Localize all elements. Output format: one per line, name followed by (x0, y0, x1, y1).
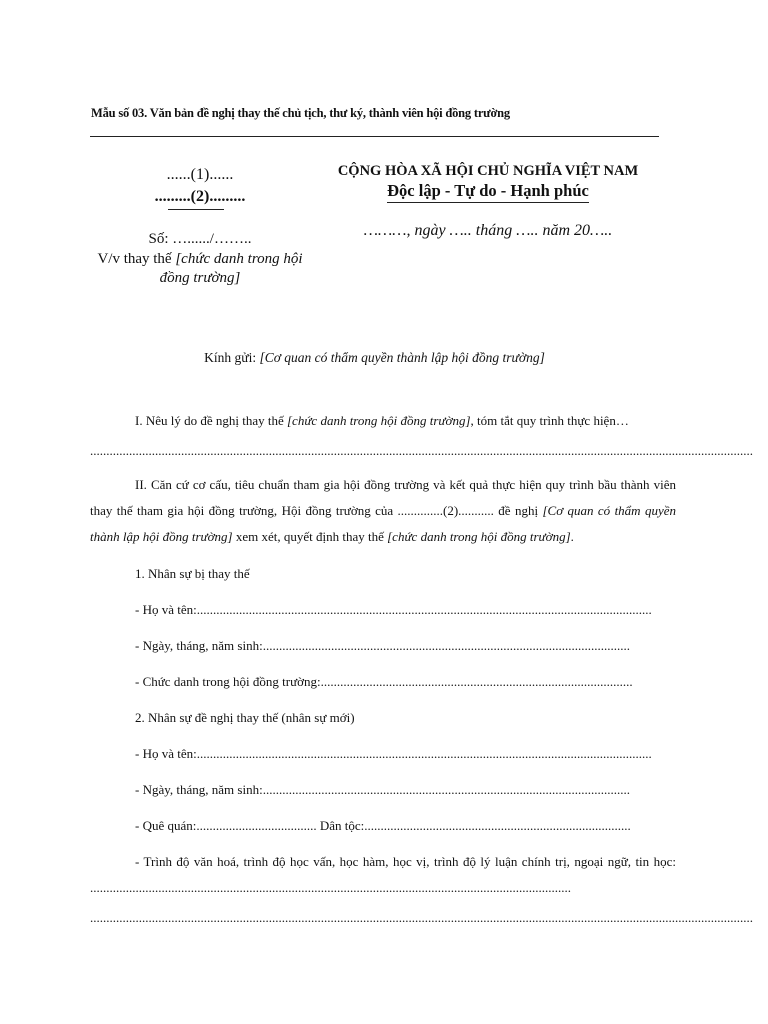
replaced-dob-field: - Ngày, tháng, năm sinh:................................................................................................................. (135, 638, 630, 653)
document-subject (90, 250, 310, 288)
proposed-heading: 2. Nhân sự đề nghị thay thế (nhân sự mới) (135, 710, 355, 725)
section-1-suffix: , tóm tắt quy trình thực hiện… (470, 413, 629, 428)
replaced-name-field: - Họ và tên:............................................................................................................................................ (135, 602, 652, 617)
section-1-placeholder: [chức danh trong hội đồng trường] (287, 413, 471, 428)
proposed-hometown-field: - Quê quán:..................................... Dân tộc:.................................................................................. (135, 818, 631, 833)
section-2-paragraph (90, 472, 676, 550)
section-2-part-2: xem xét, quyết định thay thế (232, 529, 388, 544)
date-line: ………, ngày ….. tháng ….. năm 20….. (363, 222, 613, 239)
agency-line-2: .........(2)......... (154, 188, 246, 205)
section-2-italic-2: [chức danh trong hội đồng trường] (387, 529, 571, 544)
subject-placeholder: [chức danh trong hội đồng trường] (159, 251, 303, 286)
section-1-text (135, 413, 675, 429)
form-title: Mẫu số 03. Văn bản đề nghị thay thế chủ tịch, thư ký, thành viên hội đồng trường (91, 106, 510, 120)
agency-divider (168, 209, 224, 210)
national-motto: Độc lập - Tự do - Hạnh phúc (387, 181, 589, 203)
section-2-italic-1: [Cơ quan có thẩm quyền thành lập hội đồng trường] (90, 503, 676, 544)
title-divider (90, 136, 659, 137)
section-2-part-1: II. Căn cứ cơ cấu, tiêu chuẩn tham gia hội đồng trường và kết quả thực hiện quy trình bầu thành viên thay thế tham gia hội đồng trường, Hội đồng trường của ..............(2)........... đề nghị (90, 477, 676, 518)
recipient-line (90, 350, 659, 366)
motto-wrapper (318, 181, 658, 203)
agency-line-1: ......(1)...... (166, 166, 234, 183)
recipient-value: [Cơ quan có thẩm quyền thành lập hội đồng trường] (259, 350, 545, 365)
subject-prefix: V/v thay thế (97, 251, 176, 267)
section-1-dots: ............................................................................................................................................................................................................ (90, 443, 753, 458)
proposed-dob-field: - Ngày, tháng, năm sinh:................................................................................................................. (135, 782, 630, 797)
recipient-label: Kính gửi: (204, 350, 260, 365)
document-number: Số: …....../…….. (148, 231, 252, 247)
section-2-part-3: . (570, 529, 574, 544)
section-1-prefix: I. Nêu lý do đề nghị thay thế (135, 413, 287, 428)
proposed-education-field: - Trình độ văn hoá, trình độ học vấn, học hàm, học vị, trình độ lý luận chính trị, ngoại ngữ, tin học: .................................................................................................................................................... (90, 854, 676, 895)
national-title: CỘNG HÒA XÃ HỘI CHỦ NGHĨA VIỆT NAM (337, 163, 639, 179)
replaced-heading: 1. Nhân sự bị thay thế (135, 566, 250, 581)
replaced-position-field: - Chức danh trong hội đồng trường:................................................................................................ (135, 674, 633, 689)
proposed-dots-line: ............................................................................................................................................................................................................ (90, 910, 753, 925)
proposed-name-field: - Họ và tên:............................................................................................................................................ (135, 746, 652, 761)
